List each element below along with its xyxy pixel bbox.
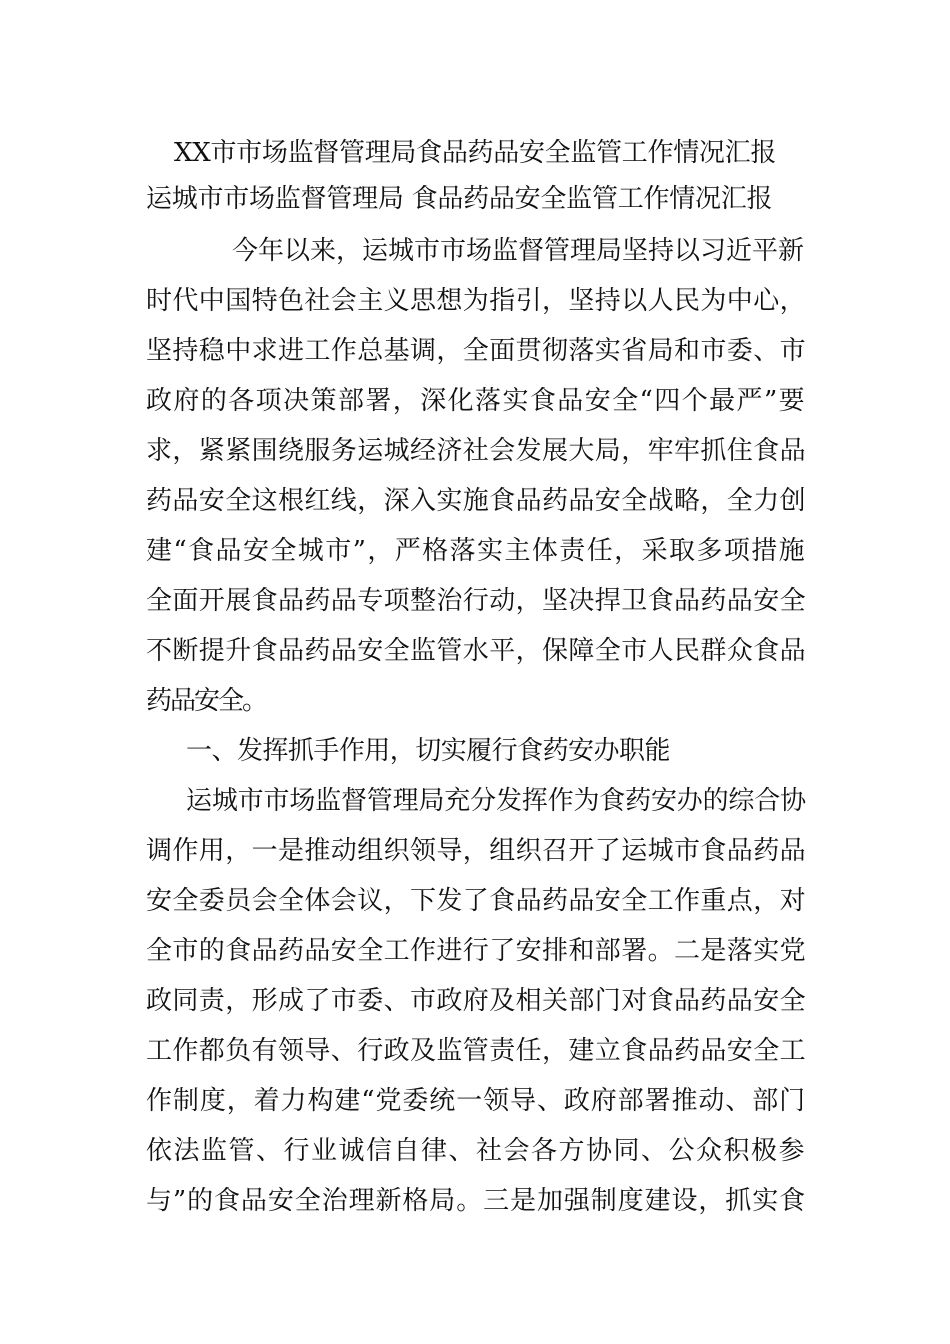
paragraph-line: 建“食品安全城市”，严格落实主体责任，采取多项措施 (146, 536, 807, 566)
paragraph-line: 全面开展食品药品专项整治行动，坚决捍卫食品药品安全 (146, 586, 807, 616)
paragraph-line: 坚持稳中求进工作总基调，全面贯彻落实省局和市委、市 (146, 336, 807, 366)
document-title: XX市市场监督管理局食品药品安全监管工作情况汇报 (174, 138, 777, 168)
paragraph-line: 调作用，一是推动组织领导，组织召开了运城市食品药品 (146, 836, 807, 866)
paragraph-line: 不断提升食品药品安全监管水平，保障全市人民群众食品 (146, 636, 807, 666)
paragraph-line: 政同责，形成了市委、市政府及相关部门对食品药品安全 (146, 986, 807, 1016)
paragraph-line: 依法监管、行业诚信自律、社会各方协同、公众积极参 (146, 1136, 807, 1166)
paragraph-line: 今年以来，运城市市场监督管理局坚持以习近平新 (232, 236, 805, 266)
section-heading: 一、发挥抓手作用，切实履行食药安办职能 (186, 736, 670, 766)
paragraph-line: 与”的食品安全治理新格局。三是加强制度建设，抓实食 (146, 1186, 807, 1216)
paragraph-line: 安全委员会全体会议，下发了食品药品安全工作重点，对 (146, 886, 807, 916)
paragraph-line: 时代中国特色社会主义思想为指引，坚持以人民为中心， (146, 286, 807, 316)
paragraph-line: 作制度，着力构建“党委统一领导、政府部署推动、部门 (146, 1086, 807, 1116)
paragraph-line: 药品安全这根红线，深入实施食品药品安全战略，全力创 (146, 486, 807, 516)
paragraph-line: 运城市市场监督管理局充分发挥作为食药安办的综合协 (186, 786, 806, 816)
paragraph-line: 药品安全。 (146, 686, 267, 716)
paragraph-line: 全市的食品药品安全工作进行了安排和部署。二是落实党 (146, 936, 807, 966)
paragraph-line: 求，紧紧围绕服务运城经济社会发展大局，牢牢抓住食品 (146, 436, 807, 466)
document-subtitle: 运城市市场监督管理局 食品药品安全监管工作情况汇报 (146, 184, 773, 214)
paragraph-line: 政府的各项决策部署，深化落实食品安全“四个最严”要 (146, 386, 807, 416)
paragraph-line: 工作都负有领导、行政及监管责任，建立食品药品安全工 (146, 1036, 807, 1066)
